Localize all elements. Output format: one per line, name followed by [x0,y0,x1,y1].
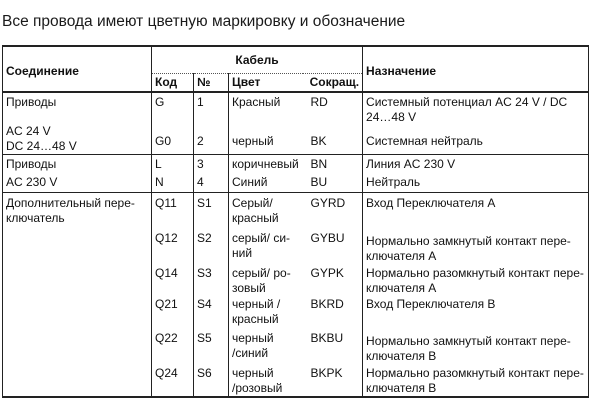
color-line: ний [232,246,253,260]
color-line: Серый/ [232,196,273,210]
color-line: красный [232,312,279,326]
number-cell: S4 [194,296,229,327]
color-line: черный / [232,297,281,311]
abbrev-cell: BKRD [303,296,363,327]
code-cell: Q12 [152,226,194,264]
connection-label: Дополнительный пере- [6,196,135,210]
purpose-line: ключателя B [366,349,437,363]
table-row [3,92,589,128]
color-cell [229,364,303,397]
code-cell: N [152,172,194,193]
purpose-cell: Системная нейтраль [363,128,589,155]
purpose-cell: Нейтраль [363,172,589,193]
code-cell: Q22 [152,327,194,364]
purpose-cell [363,92,589,128]
color-line: /синий [232,346,269,360]
purpose-cell [363,264,589,296]
purpose-line: ключателя B [366,381,437,395]
connection-voltage: AC 230 V [3,172,152,193]
header-purpose: Назначение [363,46,589,92]
color-cell [229,327,303,364]
color-cell [229,193,303,227]
code-cell: Q14 [152,264,194,296]
purpose-line: Нормально разомкнутый контакт пере- [366,366,584,380]
table-row [3,155,589,173]
table-row [3,172,589,193]
wire-table [2,45,589,398]
color-cell [229,226,303,264]
code-cell: Q11 [152,193,194,227]
header-number: № [194,74,229,93]
color-line: зовый [232,281,266,295]
number-cell: 1 [194,92,229,128]
purpose-cell [363,364,589,397]
color-cell: Синий [229,172,303,193]
connection-cell [3,92,152,155]
purpose-line: 24…48 V [366,110,417,124]
abbrev-cell: GYRD [303,193,363,227]
number-cell: 2 [194,128,229,155]
header-connection: Соединение [3,46,152,92]
number-cell: 3 [194,155,229,173]
purpose-line: Нормально разомкнутый контакт пере- [366,266,584,280]
number-cell: S1 [194,193,229,227]
code-cell: G [152,92,194,128]
color-line: черный [232,366,274,380]
code-cell: L [152,155,194,173]
header-code: Код [152,74,194,93]
connection-label: Приводы [6,95,57,109]
purpose-line: Нормально замкнутый контакт пере- [366,334,571,348]
abbrev-cell: BN [303,155,363,173]
color-cell: Красный [229,92,303,128]
page-title: Все провода имеют цветную маркировку и обозначение [2,13,406,30]
header-cable-group: Кабель [152,46,363,74]
purpose-line: Нормально замкнутый контакт пере- [366,234,571,248]
code-cell: Q24 [152,364,194,397]
number-cell: S6 [194,364,229,397]
abbrev-cell: BK [303,128,363,155]
connection-voltage: DC 24…48 V [6,139,77,153]
color-line: серый/ си- [232,231,291,245]
color-cell [229,264,303,296]
abbrev-cell: GYPK [303,264,363,296]
purpose-cell: Вход Переключателя B [363,296,589,327]
number-cell: S2 [194,226,229,264]
abbrev-cell: BU [303,172,363,193]
purpose-line: Системный потенциал AC 24 V / DC [366,95,568,109]
color-line: серый/ ро- [232,266,291,280]
code-cell: G0 [152,128,194,155]
abbrev-cell: BKPK [303,364,363,397]
header-color: Цвет [229,74,303,93]
color-cell: коричневый [229,155,303,173]
color-line: /розовый [232,381,283,395]
connection-label: Приводы [3,155,152,173]
abbrev-cell: GYBU [303,226,363,264]
number-cell: S3 [194,264,229,296]
color-cell: черный [229,128,303,155]
connection-label: ключатель [6,211,65,225]
purpose-cell: Вход Переключателя A [363,193,589,227]
connection-voltage: AC 24 V [6,124,51,138]
code-cell: Q21 [152,296,194,327]
number-cell: 4 [194,172,229,193]
purpose-cell [363,327,589,364]
purpose-line: ключателя A [366,249,437,263]
purpose-cell [363,226,589,264]
color-cell [229,296,303,327]
header-abbrev: Сокращ. [303,74,363,93]
abbrev-cell: BKBU [303,327,363,364]
number-cell: S5 [194,327,229,364]
table-row [3,193,589,227]
color-line: красный [232,211,279,225]
connection-cell [3,193,152,398]
purpose-cell: Линия AC 230 V [363,155,589,173]
purpose-line: ключателя A [366,281,437,295]
color-line: черный [232,331,274,345]
abbrev-cell: RD [303,92,363,128]
